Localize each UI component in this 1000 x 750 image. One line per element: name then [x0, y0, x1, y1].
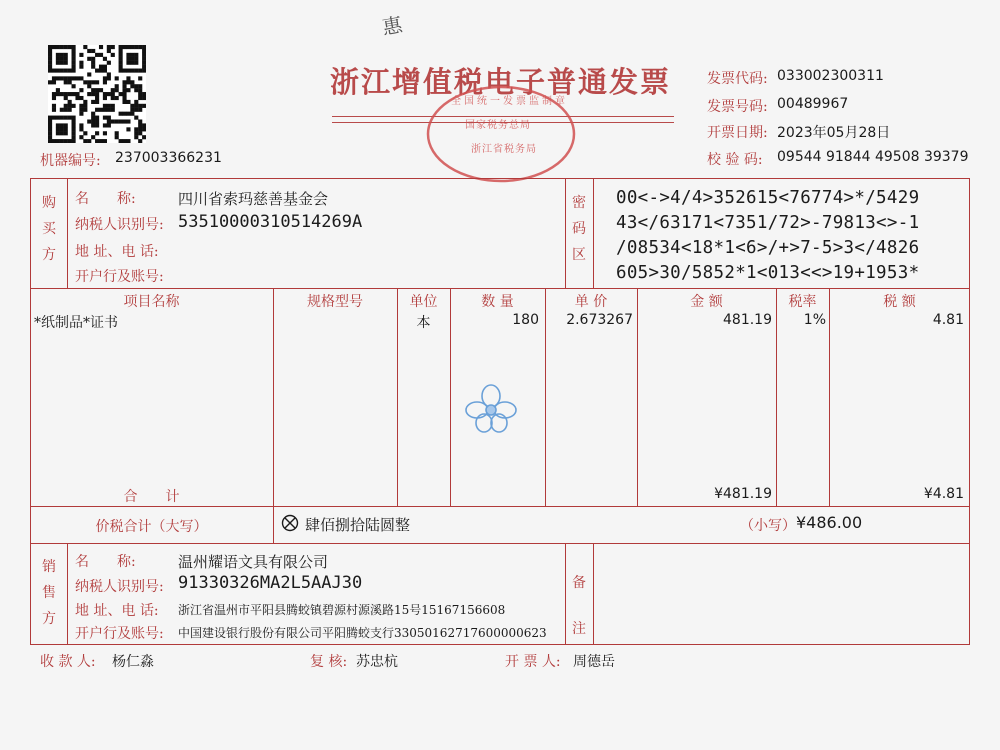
- item-tax: 4.81: [932, 312, 964, 328]
- invoice-no: 00489967: [777, 96, 849, 112]
- line-items-bottom: [30, 506, 970, 507]
- cipher-left-divider: [565, 178, 566, 288]
- remarks-left-divider: [565, 543, 566, 645]
- header-rate: 税率: [788, 294, 817, 310]
- total-label: 合 计: [123, 489, 180, 505]
- seal-text-3: 浙江省税务局: [471, 144, 537, 155]
- buyer-tax-id: 53510000310514269A: [178, 212, 363, 232]
- item-rate: 1%: [803, 312, 826, 328]
- invoice-code-label: 发票代码:: [707, 71, 768, 87]
- seller-address-label: 地 址、电 话:: [75, 603, 159, 619]
- reviewer-label: 复 核:: [310, 654, 348, 670]
- header-tax: 税 额: [883, 294, 916, 310]
- cipher-side-label: 密码区: [572, 195, 586, 263]
- header-spec: 规格型号: [307, 294, 363, 310]
- remarks-side-label: 备注: [572, 575, 586, 637]
- buyer-name-label: 名 称:: [75, 191, 136, 207]
- buyer-address-label: 地 址、电 话:: [75, 244, 159, 260]
- header-amount: 金 额: [690, 294, 723, 310]
- cipher-block: [616, 186, 919, 286]
- cipher-label-divider: [593, 178, 594, 288]
- qr-code: [48, 45, 146, 143]
- seller-side-divider: [67, 543, 68, 645]
- seller-tax-id-label: 纳税人识别号:: [75, 579, 164, 595]
- buyer-side-label: 购买方: [42, 195, 56, 263]
- seller-address: 浙江省温州市平阳县腾蛟镇碧源村源溪路15号15167156608: [178, 603, 506, 617]
- crossed-circle-icon: [281, 514, 299, 532]
- line-total-bottom: [30, 543, 970, 544]
- cipher-line: 00<->4/4>352615<76774>*/5429: [616, 188, 920, 208]
- words-divider: [273, 506, 274, 543]
- total-words-label: 价税合计（大写）: [95, 519, 208, 535]
- seller-bank-label: 开户行及账号:: [75, 626, 164, 642]
- cipher-line: /08534<18*1<6>/+>7-5>3</4826: [616, 238, 920, 258]
- cipher-line: 605>30/5852*1<013<<>19+1953*: [616, 263, 920, 283]
- item-price: 2.673267: [566, 312, 633, 328]
- total-small-value: ¥486.00: [796, 513, 863, 532]
- item-name: *纸制品*证书: [34, 315, 118, 331]
- header-item-name: 项目名称: [123, 294, 180, 310]
- drawer-label: 开 票 人:: [505, 654, 561, 670]
- machine-no-label: 机器编号:: [40, 153, 101, 169]
- buyer-side-divider: [67, 178, 68, 288]
- buyer-tax-id-label: 纳税人识别号:: [75, 217, 164, 233]
- item-unit: 本: [416, 315, 431, 331]
- total-tax: ¥4.81: [923, 486, 964, 502]
- machine-no: 237003366231: [115, 150, 222, 166]
- seller-name-label: 名 称:: [75, 554, 136, 570]
- buyer-bank-label: 开户行及账号:: [75, 269, 164, 285]
- item-qty: 180: [512, 312, 539, 328]
- cipher-line: 43</63171<7351/72>-79813<>-1: [616, 213, 920, 233]
- issue-date-label: 开票日期:: [707, 125, 768, 141]
- seller-side-label: 销售方: [42, 559, 56, 627]
- issue-date: 2023年05月28日: [777, 125, 891, 141]
- drawer: 周德岳: [573, 654, 615, 670]
- seal-text-2: 国家税务总局: [465, 120, 531, 131]
- seller-bank: 中国建设银行股份有限公司平阳腾蛟支行33050162717600000623: [178, 626, 547, 640]
- header-price: 单 价: [574, 294, 608, 310]
- payee: 杨仁淼: [112, 654, 154, 670]
- invoice-no-label: 发票号码:: [707, 99, 768, 115]
- total-amount: ¥481.19: [714, 486, 772, 502]
- seal-text-1: 全国统一发票监制章: [451, 96, 568, 107]
- invoice-code: 033002300311: [777, 68, 884, 84]
- invoice-title: 浙江增值税电子普通发票: [330, 65, 672, 99]
- seller-name: 温州耀语文具有限公司: [178, 553, 329, 571]
- item-amount: 481.19: [723, 312, 772, 328]
- watermark-flower-icon: [462, 382, 520, 434]
- reviewer: 苏忠杭: [356, 654, 398, 670]
- header-qty: 数 量: [481, 294, 514, 310]
- seller-tax-id: 91330326MA2L5AAJ30: [178, 573, 363, 593]
- total-small-label: （小写）: [740, 518, 796, 534]
- check-code-label: 校 验 码:: [707, 152, 763, 168]
- total-words: 肆佰捌拾陆圆整: [305, 516, 411, 534]
- col-divider-spec: [273, 288, 274, 506]
- remarks-label-divider: [593, 543, 594, 645]
- payee-label: 收 款 人:: [40, 654, 96, 670]
- header-unit: 单位: [409, 294, 438, 310]
- handwritten-mark: 惠: [380, 12, 405, 40]
- buyer-name: 四川省索玛慈善基金会: [178, 190, 329, 208]
- check-code: 09544 91844 49508 39379: [777, 149, 969, 165]
